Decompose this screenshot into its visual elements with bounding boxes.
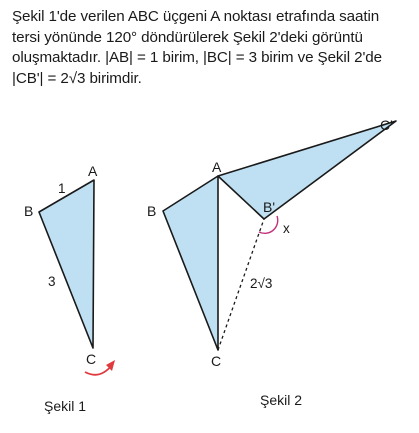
point-label-a-fig1: A [88,163,98,179]
side-label-cb-prime-fig2: 2√3 [250,276,273,291]
point-label-b-fig2: B [147,203,157,219]
point-label-c-fig2: C [211,353,222,369]
point-label-a-fig2: A [212,159,222,175]
point-label-c-fig1: C [86,351,97,367]
triangle-abc-fig2 [163,176,218,350]
angle-label-x-fig2: x [283,221,290,236]
triangle-abc-fig1 [39,180,94,348]
problem-line-4: |CB'| = 2√3 birimdir. [12,69,142,87]
point-label-b-prime-fig2: B' [263,199,276,215]
caption-figure-1: Şekil 1 [44,398,87,414]
problem-line-2: tersi yönünde 120° döndürülerek Şekil 2'deki görüntü [12,28,363,46]
problem-line-3: oluşmaktadır. |AB| = 1 birim, |BC| = 3 birim ve Şekil 2'de [12,49,382,66]
caption-figure-2: Şekil 2 [260,392,303,408]
figure-1 [24,163,115,414]
point-label-c-prime-fig2: C' [380,117,393,133]
problem-line-1: Şekil 1'de verilen ABC üçgeni A noktası etrafında saatin [12,8,380,25]
point-label-b-fig1: B [24,203,34,219]
side-label-bc-fig1: 3 [48,274,56,289]
figure-2 [147,117,396,408]
triangle-ab-prime-c-prime-fig2 [218,121,396,219]
side-label-ab-fig1: 1 [58,181,66,196]
